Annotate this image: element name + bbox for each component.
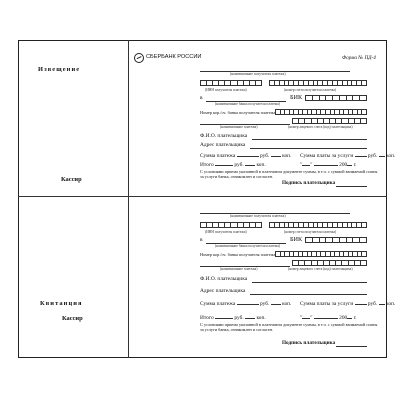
fee-kop-label: коп. bbox=[385, 301, 396, 307]
signature-label: Подпись плательщика bbox=[282, 180, 336, 186]
sum-row bbox=[200, 151, 291, 159]
signature-line[interactable] bbox=[336, 186, 367, 187]
corr-account-boxes[interactable] bbox=[275, 251, 367, 257]
bank-in-prefix: в bbox=[200, 95, 203, 101]
date-row bbox=[300, 313, 357, 321]
payer-name-label: Ф.И.О. плательщика bbox=[200, 133, 248, 139]
payer-address-label: Адрес плательщика bbox=[200, 142, 246, 148]
service-fee-label: Сумма платы за услуги bbox=[300, 301, 354, 307]
payer-name-label: Ф.И.О. плательщика bbox=[200, 276, 248, 282]
sum-kop-field[interactable] bbox=[271, 299, 281, 305]
date-day-field[interactable] bbox=[302, 160, 313, 168]
fee-kop-field[interactable] bbox=[379, 151, 385, 157]
date-year: 200 bbox=[339, 315, 348, 321]
bank-in-prefix: в bbox=[200, 237, 203, 243]
corr-account-boxes[interactable] bbox=[275, 109, 367, 115]
date-year-field[interactable] bbox=[347, 160, 352, 166]
date-year: 200 bbox=[339, 162, 348, 168]
total-row bbox=[200, 160, 266, 168]
personal-account-boxes[interactable] bbox=[292, 260, 367, 266]
fee-rub-field[interactable] bbox=[355, 299, 367, 305]
fee-rub-label: руб. bbox=[367, 153, 378, 159]
personal-account-caption: (номер лицевого счета (код) плательщика) bbox=[288, 125, 353, 129]
payer-address-label: Адрес плательщика bbox=[200, 288, 246, 294]
total-rub-field[interactable] bbox=[215, 160, 233, 166]
sum-rub-label: руб. bbox=[260, 301, 270, 307]
sum-kop-field[interactable] bbox=[271, 151, 281, 157]
service-fee-label: Сумма платы за услуги bbox=[300, 153, 354, 159]
sberbank-logo-icon bbox=[134, 53, 144, 63]
total-label: Итого bbox=[200, 315, 214, 321]
date-year-field[interactable] bbox=[347, 313, 352, 319]
corr-account-label: Номер кор./сч. банка получателя платежа bbox=[200, 252, 276, 257]
bik-label: БИК bbox=[290, 236, 303, 243]
service-fee-row bbox=[300, 299, 395, 307]
fee-rub-label: руб. bbox=[367, 301, 378, 307]
account-caption: (номер счета получателя платежа) bbox=[284, 230, 337, 234]
notice-title: Извещение bbox=[38, 66, 81, 73]
date-quote-open: " bbox=[300, 162, 303, 168]
bik-label: БИК bbox=[290, 94, 303, 101]
inn-caption: (ИНН получателя платежа) bbox=[205, 88, 247, 92]
date-year-abbr: г. bbox=[353, 162, 357, 168]
bank-caption: (наименование банка получателя платежа) bbox=[215, 244, 281, 248]
account-caption: (номер счета получателя платежа) bbox=[284, 88, 337, 92]
sum-label: Сумма платежа bbox=[200, 301, 236, 307]
sum-label: Сумма платежа bbox=[200, 153, 236, 159]
inn-caption: (ИНН получателя платежа) bbox=[205, 230, 247, 234]
personal-account-caption: (номер лицевого счета (код) плательщика) bbox=[288, 267, 353, 271]
sum-row bbox=[200, 299, 291, 307]
signature-label: Подпись плательщика bbox=[282, 340, 336, 346]
payment-name-caption: (наименование платежа) bbox=[220, 125, 258, 129]
total-rub-label: руб. bbox=[234, 162, 244, 168]
recipient-name-caption: (наименование получателя платежа) bbox=[230, 214, 286, 218]
sum-rub-field[interactable] bbox=[237, 151, 259, 157]
section-divider bbox=[18, 196, 387, 197]
personal-account-boxes[interactable] bbox=[292, 118, 367, 124]
notice-cashier: Кассир bbox=[61, 176, 82, 183]
service-fee-row bbox=[300, 151, 395, 159]
column-divider bbox=[128, 40, 129, 358]
total-kop-label: коп. bbox=[256, 162, 266, 168]
total-kop-field[interactable] bbox=[245, 313, 255, 319]
sum-rub-label: руб. bbox=[260, 153, 270, 159]
bik-boxes[interactable] bbox=[305, 237, 367, 243]
signature-line[interactable] bbox=[336, 346, 367, 347]
form-number: Форма № ПД-4 bbox=[342, 55, 376, 61]
date-quote-open: " bbox=[300, 315, 303, 321]
date-day-field[interactable] bbox=[302, 313, 313, 321]
total-row bbox=[200, 313, 266, 321]
sum-kop-label: коп. bbox=[282, 301, 292, 307]
fee-kop-label: коп. bbox=[385, 153, 396, 159]
receipt-title: Квитанция bbox=[40, 300, 83, 307]
date-quote-close: " bbox=[310, 315, 313, 321]
consent-text: С условиями приема указанной в платежном документе суммы, в т.ч. с суммой взимаемой платы за услуги банка, ознакомлен и согласен. bbox=[200, 322, 378, 332]
date-month-field[interactable] bbox=[314, 313, 338, 319]
total-kop-field[interactable] bbox=[245, 160, 255, 166]
corr-account-label: Номер кор./сч. банка получателя платежа bbox=[200, 110, 276, 115]
date-month-field[interactable] bbox=[314, 160, 338, 166]
payment-name-caption: (наименование платежа) bbox=[220, 267, 258, 271]
recipient-name-caption: (наименование получателя платежа) bbox=[230, 72, 286, 76]
total-kop-label: коп. bbox=[256, 315, 266, 321]
fee-rub-field[interactable] bbox=[355, 151, 367, 157]
sum-kop-label: коп. bbox=[282, 153, 292, 159]
date-year-abbr: г. bbox=[353, 315, 357, 321]
date-quote-close: " bbox=[310, 162, 313, 168]
total-rub-field[interactable] bbox=[215, 313, 233, 319]
bank-name: СБЕРБАНК РОССИИ bbox=[146, 54, 202, 60]
payer-name-line[interactable] bbox=[252, 282, 367, 283]
payer-name-line[interactable] bbox=[252, 139, 367, 140]
payer-address-line[interactable] bbox=[250, 294, 367, 295]
fee-kop-field[interactable] bbox=[379, 299, 385, 305]
sum-rub-field[interactable] bbox=[237, 299, 259, 305]
date-row bbox=[300, 160, 357, 168]
inn-boxes[interactable] bbox=[200, 80, 262, 86]
receipt-cashier: Кассир bbox=[62, 315, 83, 322]
bank-caption: (наименование банка получателя платежа) bbox=[215, 102, 281, 106]
account-boxes[interactable] bbox=[269, 222, 367, 228]
inn-boxes[interactable] bbox=[200, 222, 262, 228]
total-label: Итого bbox=[200, 162, 214, 168]
bik-boxes[interactable] bbox=[305, 95, 367, 101]
account-boxes[interactable] bbox=[269, 80, 367, 86]
payer-address-line[interactable] bbox=[250, 148, 367, 149]
consent-text: С условиями приема указанной в платежном документе суммы, в т.ч. с суммой взимаемой платы за услуги банка, ознакомлен и согласен. bbox=[200, 169, 378, 179]
total-rub-label: руб. bbox=[234, 315, 244, 321]
